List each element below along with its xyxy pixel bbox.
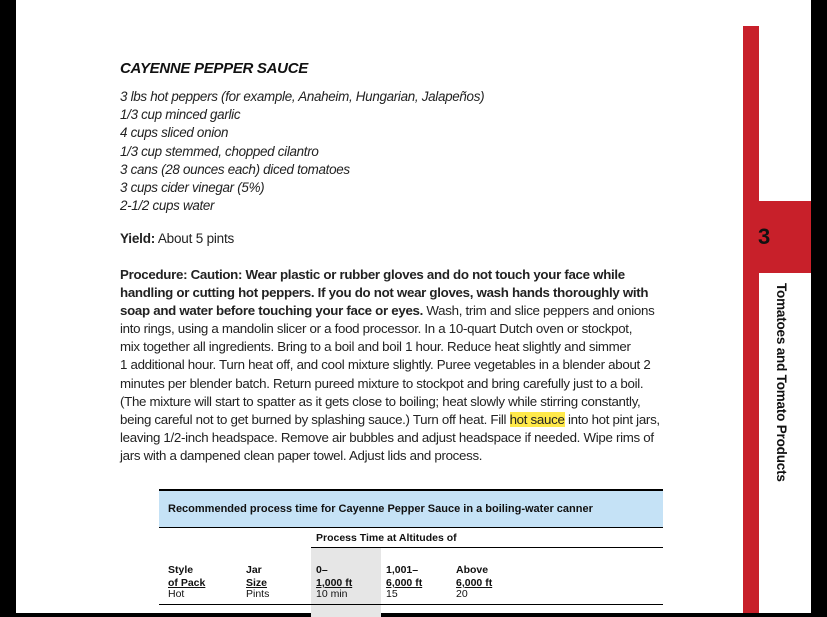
procedure-line: soap and water before touching your face or eyes. Wash, trim and slice peppers and onions (120, 303, 655, 319)
ingredient-item: 3 cups cider vinegar (5%) (120, 180, 265, 196)
table-header (159, 528, 663, 589)
highlighted-text[interactable]: hot sauce (509, 411, 565, 427)
ingredient-item: 2-1/2 cups water (120, 198, 215, 214)
procedure-line: 1 additional hour. Turn heat off, and cool mixture slightly. Puree vegetables in a blender about 2 (120, 357, 651, 373)
cell-time-2: 15 (386, 588, 398, 600)
procedure-line: jars with a dampened clean paper towel. Adjust lids and process. (120, 447, 483, 463)
procedure-line: minutes per blender batch. Return pureed mixture to stockpot and bring carefully just to a boil. (120, 375, 644, 391)
table-caption: Recommended process time for Cayenne Pepper Sauce in a boiling-water canner (159, 491, 663, 528)
procedure-text (120, 266, 730, 465)
header-altitude-1: 0– 1,000 ft (316, 564, 353, 589)
altitude-title: Process Time at Altitudes of (316, 532, 457, 544)
procedure-line: (The mixture will start to spatter as it gets close to boiling; heat slowly while stirring constantly, (120, 393, 641, 409)
ingredient-list (120, 88, 484, 215)
header-altitude-3: Above 6,000 ft (456, 564, 493, 589)
ingredient-item: 3 cans (28 ounces each) diced tomatoes (120, 161, 350, 177)
yield-value: About 5 pints (157, 231, 235, 246)
header-altitude-2: 1,001– 6,000 ft (386, 564, 423, 589)
cell-time-1: 10 min (316, 588, 348, 600)
divider (159, 604, 663, 605)
document-page (16, 0, 811, 613)
ingredient-item: 1/3 cup stemmed, chopped cilantro (120, 143, 319, 159)
procedure-line: mix together all ingredients. Bring to a boil and boil 1 hour. Reduce heat slightly and simmer (120, 339, 631, 355)
yield-line (120, 231, 234, 246)
process-time-table (159, 489, 663, 616)
yield-label: Yield: (120, 231, 156, 246)
cell-jar-size: Pints (246, 588, 270, 600)
procedure-line: Procedure: Caution: Wear plastic or rubber gloves and do not touch your face while (120, 267, 625, 282)
procedure-line: leaving 1/2-inch headspace. Remove air bubbles and adjust headspace if needed. Wipe rims of (120, 429, 654, 445)
cell-time-3: 20 (456, 588, 468, 600)
ingredient-item: 4 cups sliced onion (120, 125, 229, 141)
procedure-line: into rings, using a mandolin slicer or a food processor. In a 10-quart Dutch oven or stockpot, (120, 321, 633, 337)
cell-style: Hot (168, 588, 185, 600)
ingredient-item: 3 lbs hot peppers (for example, Anaheim, Hungarian, Jalapeños) (120, 89, 485, 104)
chapter-title: Tomatoes and Tomato Products (774, 283, 789, 482)
header-jar-size: Jar Size (246, 564, 268, 589)
divider (311, 547, 663, 548)
header-style: Style of Pack (168, 564, 206, 589)
table-row (159, 586, 663, 616)
chapter-tab[interactable] (752, 201, 811, 273)
chapter-number: 3 (758, 224, 771, 249)
recipe-title: CAYENNE PEPPER SAUCE (120, 60, 308, 77)
procedure-line: handling or cutting hot peppers. If you do not wear gloves, wash hands thoroughly with (120, 285, 649, 301)
chapter-sidebar-bar (743, 26, 759, 613)
procedure-line: being careful not to get burned by splashing sauce.) Turn off heat. Fill hot sauce into hot pint jars, (120, 411, 660, 427)
ingredient-item: 1/3 cup minced garlic (120, 107, 241, 123)
